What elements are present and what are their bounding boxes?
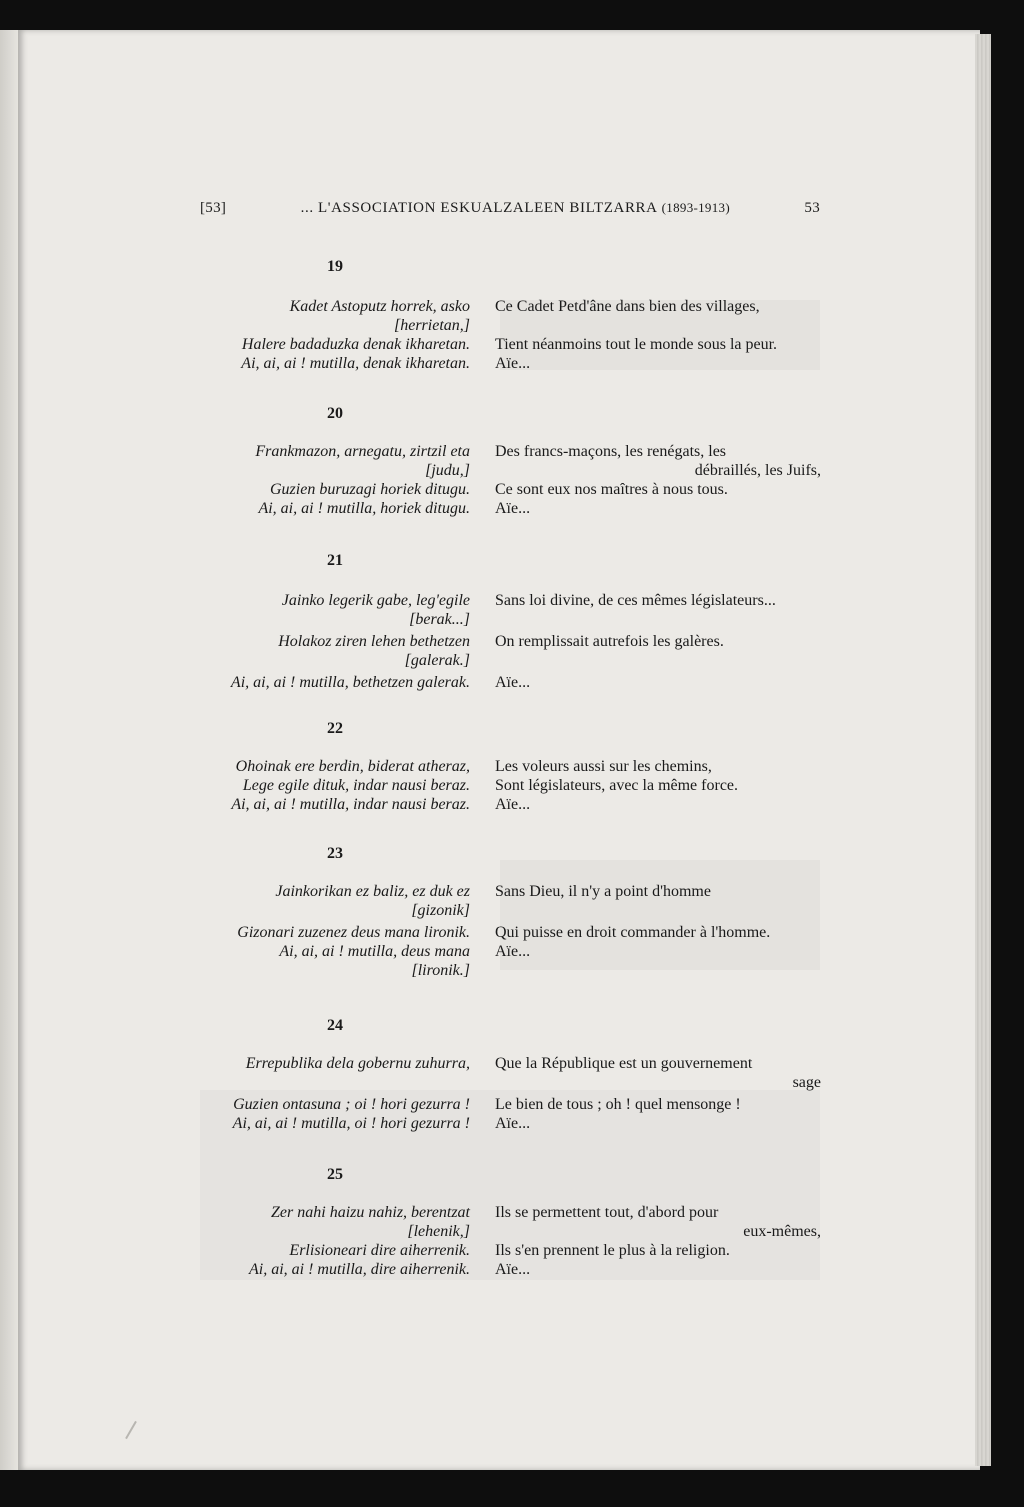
translation-line: Aïe... — [495, 796, 531, 813]
translation-line: Aïe... — [495, 943, 531, 960]
basque-verse — [200, 1054, 470, 1133]
translation-line: Ils se permettent tout, d'abord pour — [495, 1204, 719, 1221]
running-title: ... L'ASSOCIATION ESKUALZALEEN BILTZARRA — [300, 200, 658, 216]
verse-line: [berak...] — [409, 611, 470, 628]
french-translation — [495, 1054, 821, 1133]
translation-line: Sans loi divine, de ces mêmes législateurs... — [495, 592, 776, 609]
translation-line: Que la République est un gouvernement — [495, 1055, 753, 1072]
verse-line: Ai, ai, ai ! mutilla, indar nausi beraz. — [231, 796, 470, 813]
page-number: 53 — [804, 200, 820, 216]
translation-line: Aïe... — [495, 355, 531, 372]
translation-line: Les voleurs aussi sur les chemins, — [495, 758, 712, 775]
basque-verse — [200, 757, 470, 814]
verse-line: Jainko legerik gabe, leg'egile — [281, 592, 470, 609]
translation-line: eux-mêmes, — [743, 1223, 821, 1240]
verse-line: Ai, ai, ai ! mutilla, horiek ditugu. — [258, 500, 470, 517]
translation-line: Aïe... — [495, 674, 531, 691]
page-stack-edge — [975, 34, 991, 1466]
translation-line: Qui puisse en droit commander à l'homme. — [495, 924, 771, 941]
verse-line: Kadet Astoputz horrek, asko — [289, 298, 470, 315]
verse-line: Jainkorikan ez baliz, ez duk ez — [275, 883, 470, 900]
stanza-number: 19 — [327, 258, 343, 275]
verse-line: Ai, ai, ai ! mutilla, dire aiherrenik. — [248, 1261, 470, 1278]
verse-line: Ai, ai, ai ! mutilla, oi ! hori gezurra ! — [232, 1115, 470, 1132]
translation-line: Ce Cadet Petd'âne dans bien des villages, — [495, 298, 760, 315]
translation-line: On remplissait autrefois les galères. — [495, 633, 724, 650]
basque-verse — [200, 297, 470, 373]
french-translation — [495, 1203, 821, 1279]
verse-line: Errepublika dela gobernu zuhurra, — [245, 1055, 470, 1072]
verse-line: Zer nahi haizu nahiz, berentzat — [271, 1204, 470, 1221]
translation-line: sage — [792, 1074, 821, 1091]
translation-line: Ce sont eux nos maîtres à nous tous. — [495, 481, 728, 498]
translation-line: Sans Dieu, il n'y a point d'homme — [495, 883, 711, 900]
verse-line: [lehenik,] — [407, 1223, 470, 1240]
verse-line: Ai, ai, ai ! mutilla, denak ikharetan. — [241, 355, 470, 372]
verse-line: [herrietan,] — [394, 317, 470, 334]
basque-verse — [200, 591, 470, 692]
verse-line: Lege egile dituk, indar nausi beraz. — [242, 777, 470, 794]
verse-line: Ohoinak ere berdin, biderat atheraz, — [235, 758, 470, 775]
translation-line: Aïe... — [495, 500, 531, 517]
verse-line: Guzien ontasuna ; oi ! hori gezurra ! — [233, 1096, 470, 1113]
verse-line: Ai, ai, ai ! mutilla, bethetzen galerak. — [230, 674, 470, 691]
stanza-number: 23 — [327, 845, 343, 862]
page-ref: [53] — [200, 200, 227, 216]
running-header — [200, 200, 820, 217]
facing-page-edge — [0, 30, 18, 1470]
verse-line: Gizonari zuzenez deus mana lironik. — [237, 924, 470, 941]
translation-line: Ils s'en prennent le plus à la religion. — [495, 1242, 730, 1259]
translation-line: Le bien de tous ; oh ! quel mensonge ! — [495, 1096, 741, 1113]
french-translation — [495, 591, 821, 692]
verse-line: Holakoz ziren lehen bethetzen — [278, 633, 470, 650]
verse-line: Ai, ai, ai ! mutilla, deus mana — [279, 943, 470, 960]
basque-verse — [200, 1203, 470, 1279]
stanza-number: 20 — [327, 405, 343, 422]
french-translation — [495, 757, 821, 814]
verse-line: Halere badaduzka denak ikharetan. — [241, 336, 470, 353]
stanza-number: 21 — [327, 552, 343, 569]
french-translation — [495, 442, 821, 518]
verse-line: Erlisioneari dire aiherrenik. — [289, 1242, 470, 1259]
verse-line: [judu,] — [425, 462, 470, 479]
translation-line: Aïe... — [495, 1115, 531, 1132]
translation-line: Sont législateurs, avec la même force. — [495, 777, 739, 794]
stanza-number: 25 — [327, 1166, 343, 1183]
verse-line: Frankmazon, arnegatu, zirtzil eta — [255, 443, 470, 460]
translation-line: Aïe... — [495, 1261, 531, 1278]
running-title-dates: (1893-1913) — [661, 200, 730, 215]
verse-line: Guzien buruzagi horiek ditugu. — [270, 481, 470, 498]
french-translation — [495, 882, 821, 961]
stanza-number: 24 — [327, 1017, 343, 1034]
stanza-number: 22 — [327, 720, 343, 737]
french-translation — [495, 297, 821, 373]
verse-line: [lironik.] — [411, 962, 470, 979]
translation-line: débraillés, les Juifs, — [694, 462, 821, 479]
translation-line: Tient néanmoins tout le monde sous la peur. — [495, 336, 778, 353]
verse-line: [galerak.] — [404, 652, 470, 669]
basque-verse — [200, 442, 470, 518]
basque-verse — [200, 882, 470, 980]
translation-line: Des francs-maçons, les renégats, les — [495, 443, 727, 460]
verse-line: [gizonik] — [411, 902, 470, 919]
